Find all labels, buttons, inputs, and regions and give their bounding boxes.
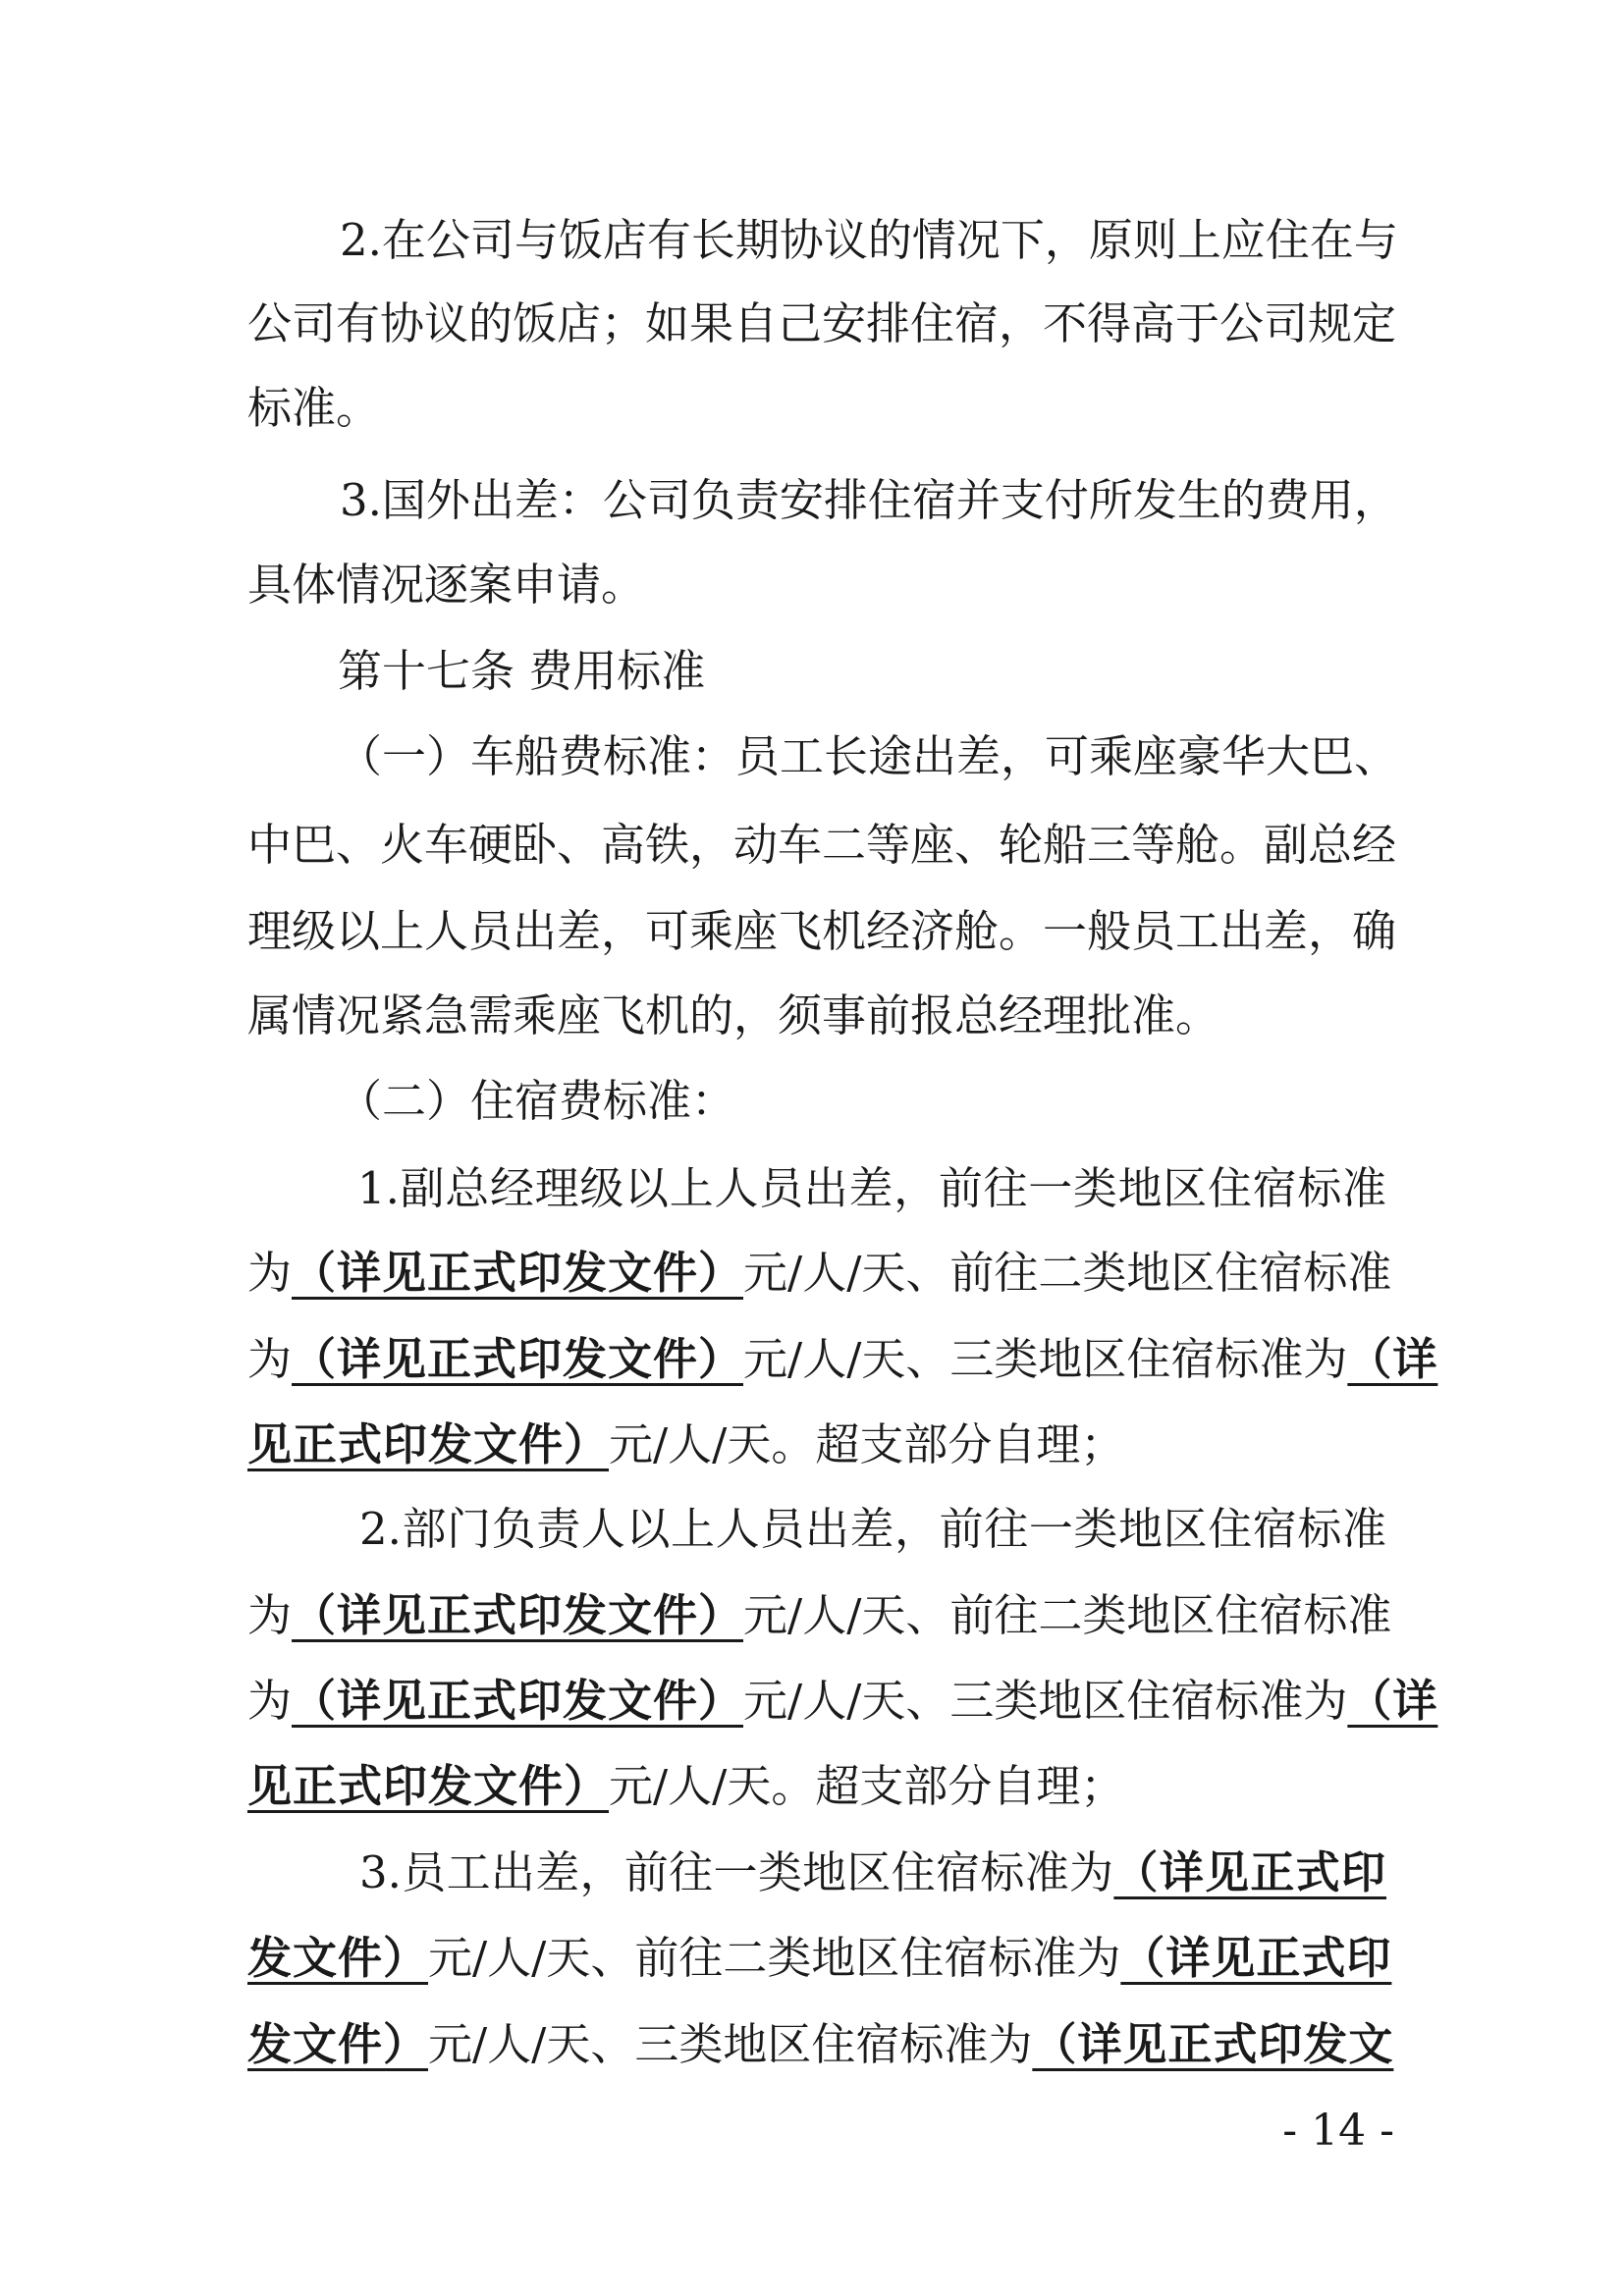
text-segment: 元/人/天。超支部分自理；	[609, 1418, 1125, 1470]
text-line	[247, 1401, 1386, 1489]
fill-in-blank-underlined: 发文件）	[247, 1932, 429, 1984]
text-line	[359, 1829, 1386, 1917]
text-line	[247, 541, 1386, 629]
text-segment: 属情况紧急需乘座飞机的，须事前报总经理批准。	[247, 989, 1220, 1041]
page-number: - 14 -	[1282, 2106, 1394, 2156]
text-segment: 2.部门负责人以上人员出差，前往一类地区住宿标准	[359, 1503, 1386, 1555]
text-segment: 为	[247, 1675, 293, 1727]
text-segment: 2.在公司与饭店有长期协议的情况下，原则上应住在与	[340, 214, 1398, 266]
text-segment: 为	[247, 1333, 293, 1385]
text-segment: 为	[247, 1247, 293, 1299]
fill-in-blank-underlined: （详见正式印发文	[1032, 2018, 1394, 2070]
text-segment: 元/人/天、三类地区住宿标准为	[743, 1675, 1348, 1727]
text-segment: （一）车船费标准：员工长途出差，可乘座豪华大巴、	[338, 730, 1399, 782]
text-segment: 元/人/天、前往二类地区住宿标准为	[428, 1932, 1121, 1984]
text-segment: 标准。	[247, 382, 381, 434]
text-segment: 为	[247, 1589, 293, 1641]
text-line	[338, 713, 1399, 801]
text-segment: 元/人/天、前往二类地区住宿标准	[743, 1247, 1392, 1299]
text-line	[247, 364, 1386, 453]
fill-in-blank-underlined: 见正式印发文件）	[247, 1418, 610, 1470]
text-line	[247, 2001, 1394, 2089]
text-line	[357, 1145, 1386, 1233]
text-line	[340, 196, 1398, 285]
text-segment: 具体情况逐案申请。	[247, 559, 646, 611]
text-line	[247, 1657, 1438, 1745]
text-segment: 元/人/天、前往二类地区住宿标准	[743, 1589, 1392, 1641]
text-line	[247, 1572, 1392, 1660]
text-line	[247, 1315, 1438, 1404]
text-segment: 公司有协议的饭店；如果自己安排住宿，不得高于公司规定	[247, 297, 1397, 349]
fill-in-blank-underlined: （详见正式印发文件）	[292, 1333, 744, 1385]
text-line	[340, 456, 1398, 545]
text-line	[247, 1914, 1392, 2002]
fill-in-blank-underlined: （详见正式印发文件）	[292, 1589, 744, 1641]
text-segment: 理级以上人员出差，可乘座飞机经济舱。一般员工出差，确	[247, 905, 1397, 957]
text-segment: 元/人/天、三类地区住宿标准为	[743, 1333, 1348, 1385]
text-line	[359, 1485, 1386, 1574]
text-segment: 元/人/天。超支部分自理；	[609, 1760, 1125, 1812]
text-line	[338, 627, 1386, 716]
fill-in-blank-underlined: 见正式印发文件）	[247, 1760, 610, 1812]
text-segment: 元/人/天、三类地区住宿标准为	[428, 2018, 1033, 2070]
fill-in-blank-underlined: （详见正式印	[1113, 1846, 1386, 1898]
fill-in-blank-underlined: （详	[1347, 1333, 1438, 1385]
text-segment: 1.副总经理级以上人员出差，前往一类地区住宿标准	[357, 1162, 1386, 1214]
fill-in-blank-underlined: （详见正式印发文件）	[292, 1247, 744, 1299]
text-segment: 中巴、火车硬卧、高铁，动车二等座、轮船三等舱。副总经	[247, 819, 1397, 871]
text-line	[338, 1057, 1386, 1146]
text-line	[247, 1742, 1386, 1831]
fill-in-blank-underlined: （详见正式印发文件）	[292, 1675, 744, 1727]
text-line	[247, 280, 1397, 368]
text-line	[247, 801, 1397, 889]
text-line	[247, 887, 1397, 976]
text-line	[247, 972, 1386, 1060]
fill-in-blank-underlined: 发文件）	[247, 2018, 429, 2070]
text-line	[247, 1229, 1392, 1317]
fill-in-blank-underlined: （详	[1347, 1675, 1438, 1727]
text-segment: 第十七条 费用标准	[338, 645, 706, 697]
text-segment: （二）住宿费标准：	[338, 1075, 736, 1127]
text-segment: 3.员工出差，前往一类地区住宿标准为	[359, 1846, 1114, 1898]
text-segment: 3.国外出差：公司负责安排住宿并支付所发生的费用，	[340, 474, 1398, 526]
fill-in-blank-underlined: （详见正式印	[1120, 1932, 1392, 1984]
